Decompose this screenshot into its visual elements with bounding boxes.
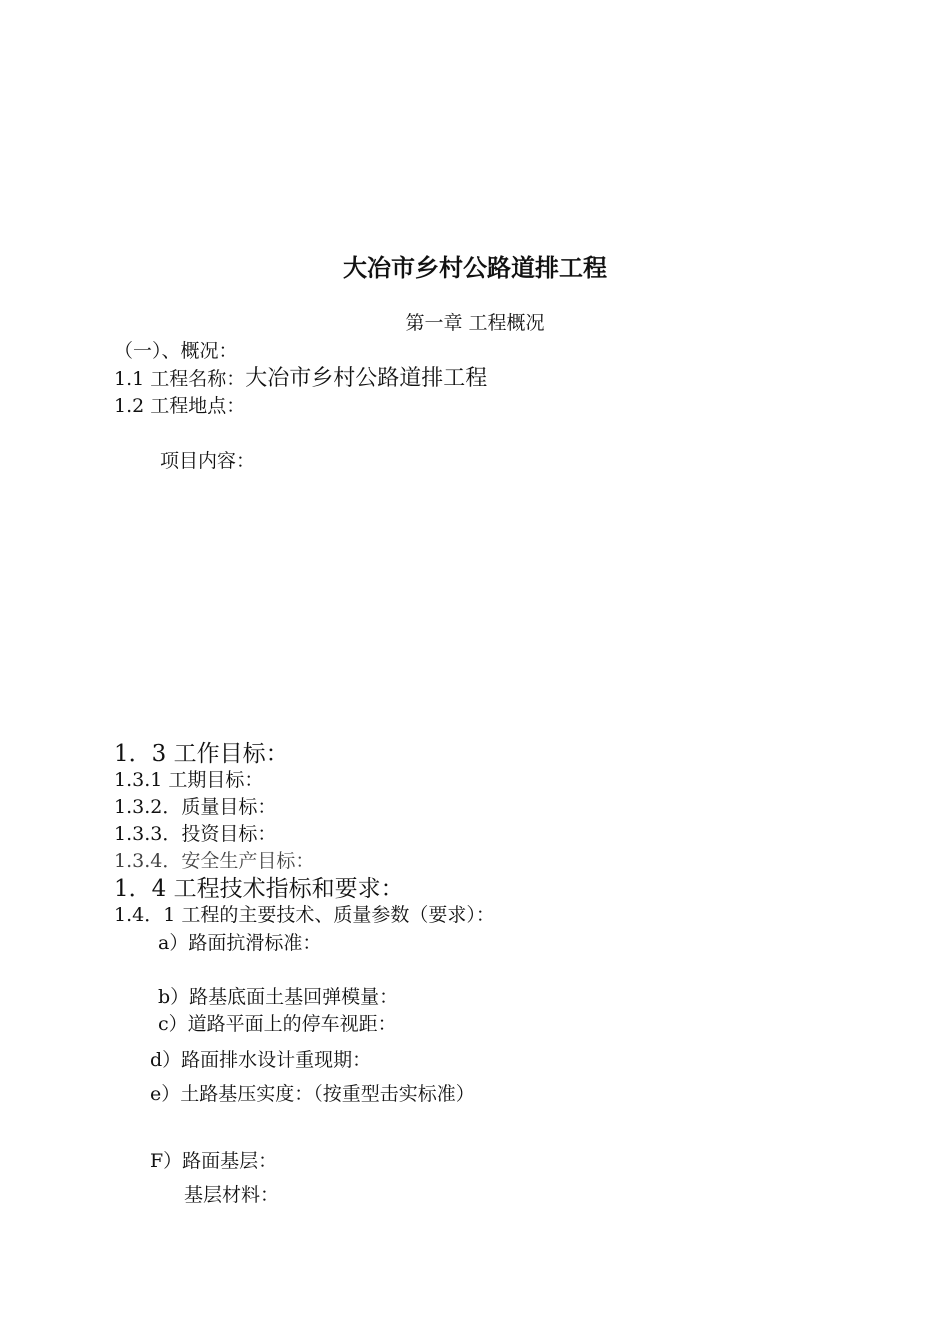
goals-heading: 1．3 工作目标：	[114, 741, 289, 767]
tech-main-params: 1.4．1 工程的主要技术、质量参数（要求）：	[114, 904, 495, 926]
project-name-line	[114, 366, 487, 392]
project-content-label: 项目内容：	[160, 450, 256, 472]
document-title: 大冶市乡村公路道排工程	[343, 254, 607, 282]
item-f-material: 基层材料：	[184, 1184, 280, 1206]
project-location-label: 1.2 工程地点：	[114, 395, 246, 417]
goal-quality: 1.3.2．质量目标：	[114, 796, 277, 818]
item-a: a）路面抗滑标准：	[158, 932, 322, 954]
item-c: c）道路平面上的停车视距：	[158, 1013, 397, 1035]
item-d: d）路面排水设计重现期：	[150, 1049, 372, 1071]
goal-safety: 1.3.4．安全生产目标：	[114, 850, 315, 872]
item-f: F）路面基层：	[150, 1150, 278, 1172]
tech-heading: 1．4 工程技术指标和要求：	[114, 876, 404, 902]
goal-schedule: 1.3.1 工期目标：	[114, 769, 264, 791]
chapter-heading: 第一章 工程概况	[405, 312, 545, 334]
project-name-value: 大冶市乡村公路道排工程	[245, 366, 488, 391]
goal-investment: 1.3.3．投资目标：	[114, 823, 277, 845]
item-b: b）路基底面土基回弹模量：	[158, 986, 399, 1008]
project-name-label: 1.1 工程名称：	[114, 368, 246, 390]
item-e: e）土路基压实度：（按重型击实标准）	[150, 1083, 475, 1105]
overview-heading: （一）、概况：	[114, 340, 238, 362]
